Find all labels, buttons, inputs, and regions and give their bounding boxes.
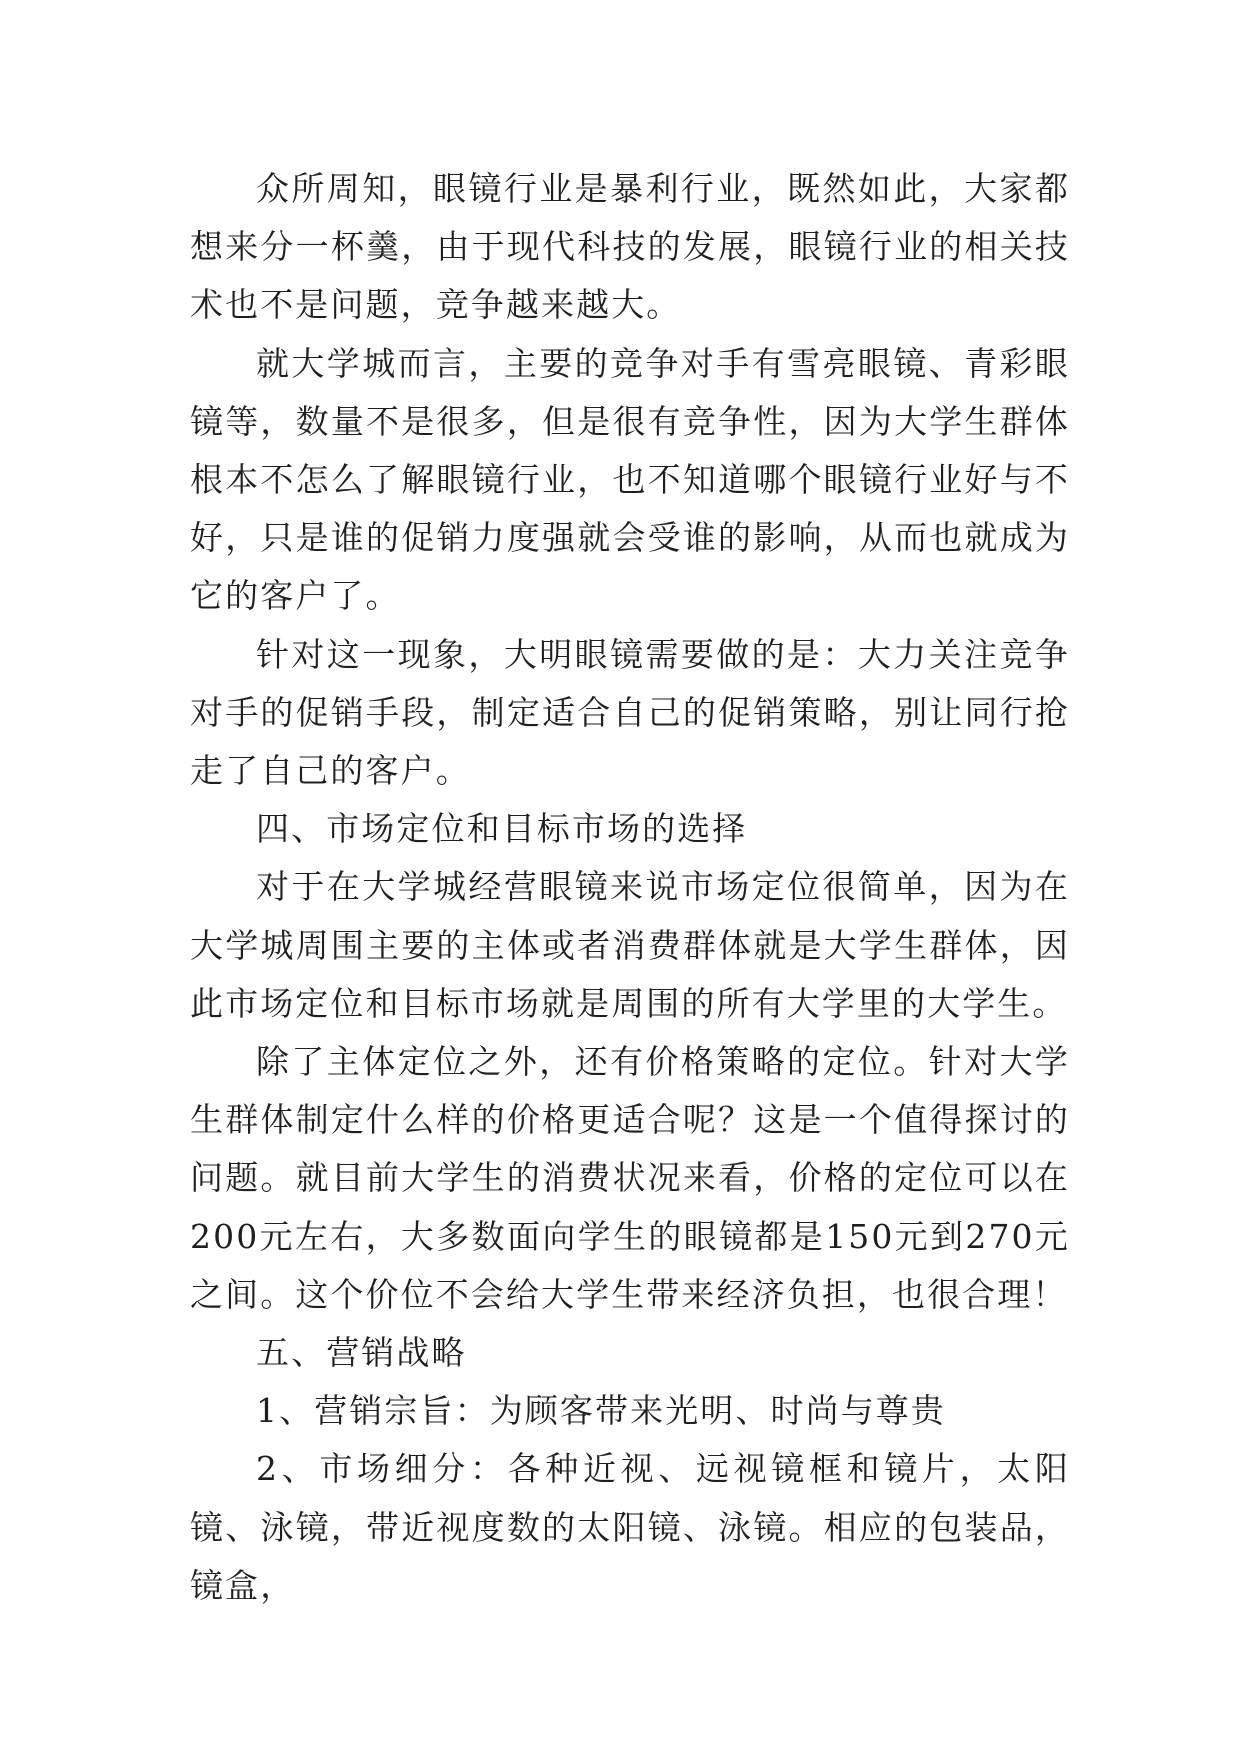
paragraph-market-segmentation: 2、市场细分：各种近视、远视镜框和镜片，太阳镜、泳镜，带近视度数的太阳镜、泳镜。相应的包装品，镜盒， <box>190 1449 1070 1605</box>
paragraph-competition-overview: 众所周知，眼镜行业是暴利行业，既然如此，大家都想来分一杯羹，由于现代科技的发展，眼镜行业的相关技术也不是问题，竞争越来越大。 <box>190 169 1070 325</box>
paragraph-price-positioning: 除了主体定位之外，还有价格策略的定位。针对大学生群体制定什么样的价格更适合呢？这是一个值得探讨的问题。就目前大学生的消费状况来看，价格的定位可以在200元左右，大多数面向学生的眼镜都是150元到270元之间。这个价位不会给大学生带来经济负担，也很合理！ <box>190 1042 1070 1314</box>
section-heading-marketing: 五、营销战略 <box>256 1333 467 1373</box>
paragraph-competitors: 就大学城而言，主要的竞争对手有雪亮眼镜、青彩眼镜等，数量不是很多，但是很有竞争性，因为大学生群体根本不怎么了解眼镜行业，也不知道哪个眼镜行业好与不好，只是谁的促销力度强就会受谁的影响，从而也就成为它的客户了。 <box>190 343 1070 616</box>
paragraph-marketing-purpose: 1、营销宗旨：为顾客带来光明、时尚与尊贵 <box>256 1391 946 1431</box>
paragraph-market-positioning: 对于在大学城经营眼镜来说市场定位很简单，因为在大学城周围主要的主体或者消费群体就是大学生群体，因此市场定位和目标市场就是周围的所有大学里的大学生。 <box>190 867 1070 1023</box>
section-heading-positioning: 四、市场定位和目标市场的选择 <box>256 809 748 849</box>
body-text <box>190 160 1070 1615</box>
paragraph-response: 针对这一现象，大明眼镜需要做的是：大力关注竞争对手的促销手段，制定适合自己的促销策略，别让同行抢走了自己的客户。 <box>190 634 1070 791</box>
